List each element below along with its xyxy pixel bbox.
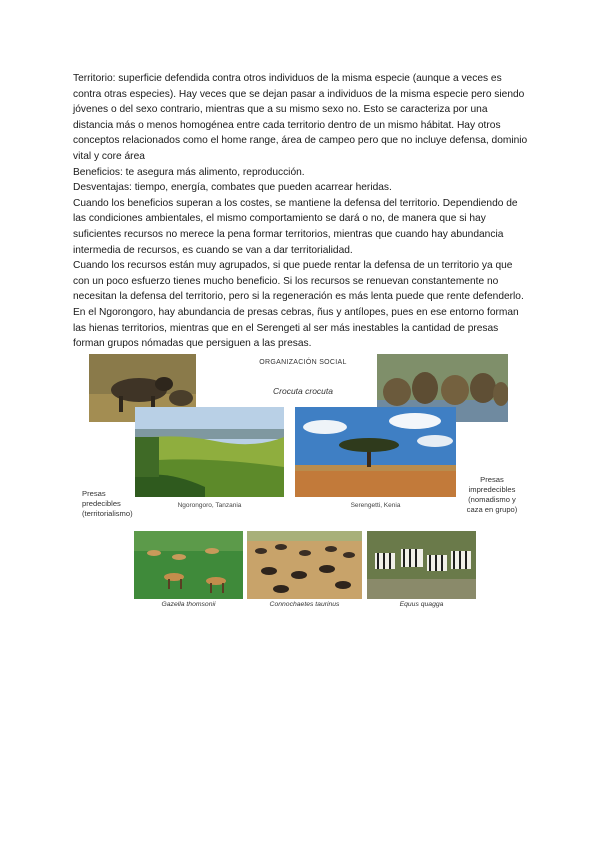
caption-connochaetes: Connochaetes taurinus	[269, 601, 340, 608]
caption-serengeti: Serengetti, Kenia	[350, 502, 401, 509]
paragraph-desventajas: Desventajas: tiempo, energía, combates que pueden acarrear heridas.	[73, 182, 392, 194]
body-text	[73, 71, 529, 352]
wildebeest-photo	[247, 531, 362, 599]
paragraph-territorio: Territorio: superficie defendida contra otros individuos de la misma especie (aunque a veces es contra otras especies). Hay veces que se dejan pasar a individuos de la misma especie pero siendo jóvenes o del sexo contrario, mientras que a su mismo sexo no. Esto se caracteriza por una distancia más o menos homogénea entre cada territorio dentro de un mismo hábitat. Hay otros conceptos relacionados como el home range, área de campeo pero que no incluye defensa, dominio vital y core área	[73, 73, 528, 162]
zebra-photo	[367, 531, 476, 599]
paragraph-beneficios: Beneficios: te asegura más alimento, reproducción.	[73, 166, 305, 178]
social-organization-figure	[73, 350, 530, 613]
label-presas-predecibles: Presas predecibles (territorialismo)	[82, 489, 133, 518]
serengeti-photo	[295, 407, 456, 497]
figure-title: ORGANIZACIÓN SOCIAL	[259, 359, 347, 366]
caption-equus: Equus quagga	[399, 601, 444, 608]
ngorongoro-photo	[135, 407, 284, 497]
figure-species-name: Crocuta crocuta	[273, 386, 333, 396]
caption-ngorongoro: Ngorongoro, Tanzania	[177, 502, 242, 509]
paragraph-costes: Cuando los beneficios superan a los costes, se mantiene la defensa del territorio. Dependiendo de las condiciones ambientales, el mismo comportamiento se dará o no, de manera que si hay suficientes recursos no merece la pena formar territorios, mientras que cuando hay abundancia intermedia de recursos, es cuando se van a dar territorialidad.	[73, 197, 518, 256]
paragraph-recursos: Cuando los recursos están muy agrupados, si que puede rentar la defensa de un territorio ya que con un poco esfuerzo tienes mucho beneficio. Si los recursos se renuevan constantemente no necesitan la defensa del territorio, pero si la regeneración es más lenta puede que rente defenderlo. En el Ngorongoro, hay abundancia de presas cebras, ñus y antílopes, pues en ese entorno forman las hienas territorios, mientras que en el Serengeti al ser más inestables la cantidad de presas forman grupos nómadas que persiguen a las presas.	[73, 260, 524, 350]
label-presas-impredecibles: Presas impredecibles (nomadismo y caza en grupo)	[466, 475, 518, 514]
gazelle-photo	[134, 531, 243, 599]
caption-gazella: Gazella thomsonii	[161, 601, 216, 608]
